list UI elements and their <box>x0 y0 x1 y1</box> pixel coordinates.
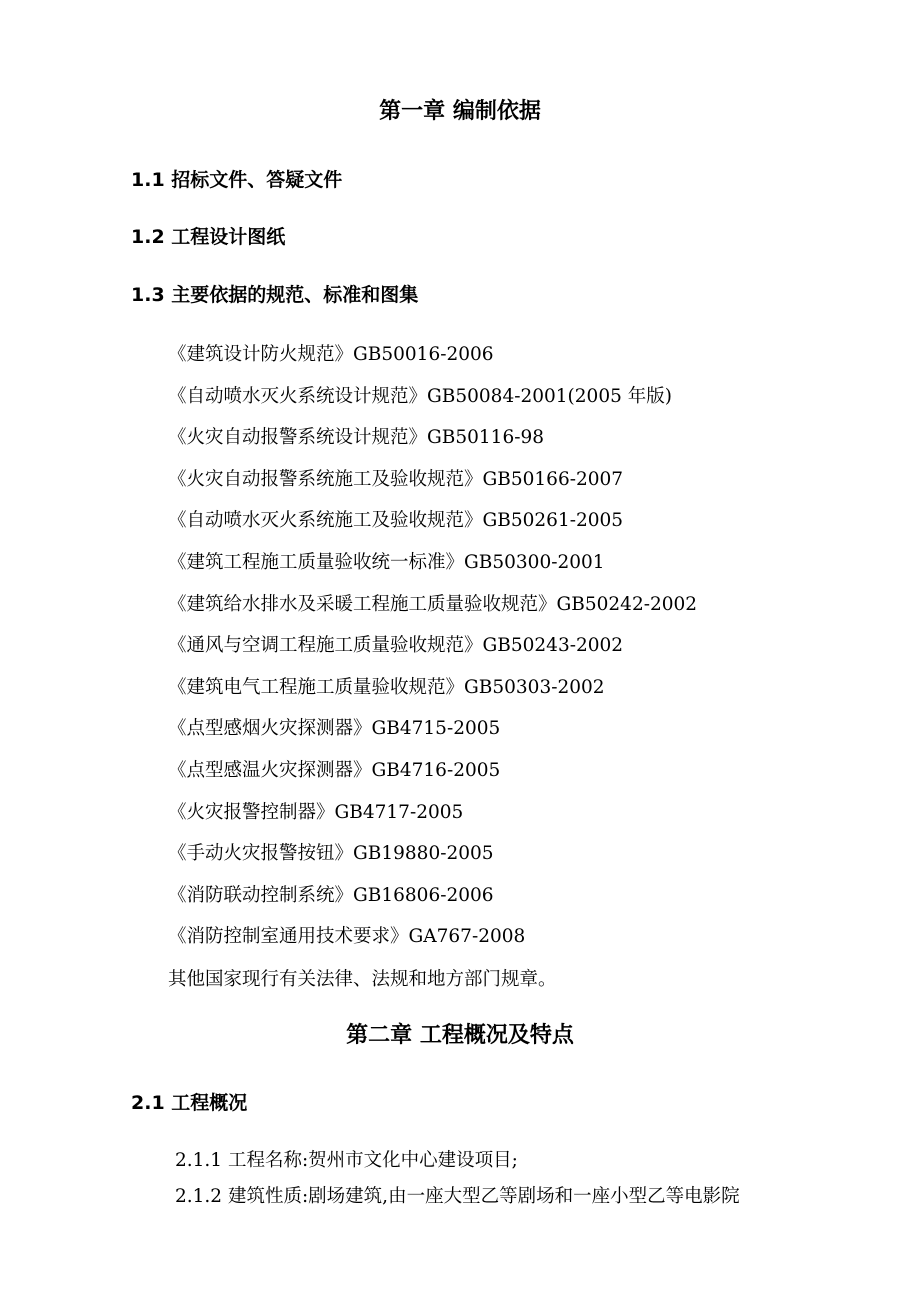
standard-item: 《建筑给水排水及采暖工程施工质量验收规范》GB50242-2002 <box>168 593 698 615</box>
standard-item: 《火灾自动报警系统施工及验收规范》GB50166-2007 <box>168 468 624 490</box>
standard-item: 《自动喷水灭火系统设计规范》GB50084-2001(2005 年版) <box>168 385 672 407</box>
standard-item: 《消防控制室通用技术要求》GA767-2008 <box>168 926 526 948</box>
standard-item: 《手动火灾报警按钮》GB19880-2005 <box>168 843 494 865</box>
section-1-2-heading: 1.2 工程设计图纸 <box>131 226 286 248</box>
building-nature-line: 2.1.2 建筑性质:剧场建筑,由一座大型乙等剧场和一座小型乙等电影院 <box>175 1186 740 1207</box>
standard-item: 《通风与空调工程施工质量验收规范》GB50243-2002 <box>168 635 624 657</box>
section-1-3-heading: 1.3 主要依据的规范、标准和图集 <box>131 284 419 306</box>
chapter-1-title: 第一章 编制依据 <box>379 99 541 124</box>
standard-item: 《火灾报警控制器》GB4717-2005 <box>168 801 464 823</box>
standard-item: 《建筑电气工程施工质量验收规范》GB50303-2002 <box>168 676 605 698</box>
other-regulations-text: 其他国家现行有关法律、法规和地方部门规章。 <box>168 969 557 990</box>
standard-item: 《点型感温火灾探测器》GB4716-2005 <box>168 759 501 781</box>
section-2-1-heading: 2.1 工程概况 <box>131 1092 248 1114</box>
standard-item: 《建筑设计防火规范》GB50016-2006 <box>168 344 494 365</box>
standard-item: 《点型感烟火灾探测器》GB4715-2005 <box>168 718 501 740</box>
standards-list <box>168 341 697 965</box>
section-1-1-heading: 1.1 招标文件、答疑文件 <box>131 169 343 191</box>
standard-item: 《自动喷水灭火系统施工及验收规范》GB50261-2005 <box>168 510 624 532</box>
standard-item: 《消防联动控制系统》GB16806-2006 <box>168 884 494 906</box>
project-name-line: 2.1.1 工程名称:贺州市文化中心建设项目; <box>175 1150 518 1171</box>
chapter-2-title: 第二章 工程概况及特点 <box>346 1023 574 1048</box>
standard-item: 《火灾自动报警系统设计规范》GB50116-98 <box>168 427 545 449</box>
standard-item: 《建筑工程施工质量验收统一标准》GB50300-2001 <box>168 551 605 573</box>
